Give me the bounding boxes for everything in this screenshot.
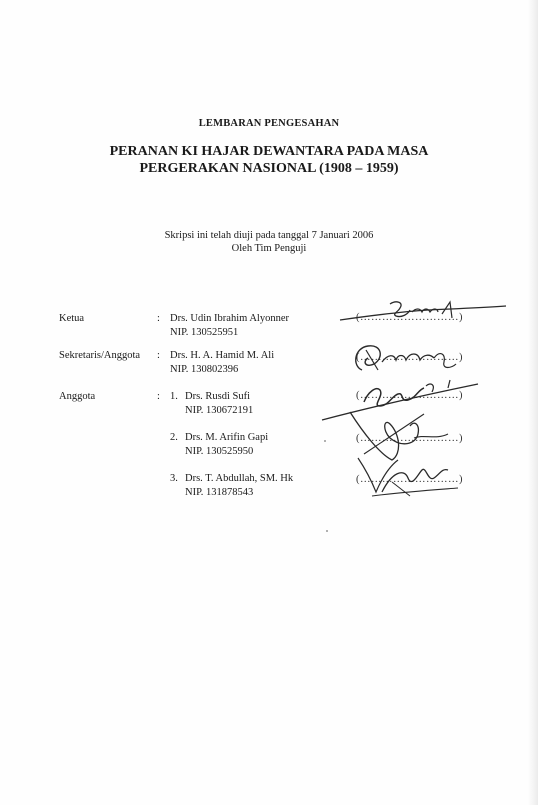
sekretaris-name: Drs. H. A. Hamid M. Ali bbox=[170, 350, 275, 361]
thesis-title-line-1: PERANAN KI HAJAR DEWANTARA PADA MASA bbox=[109, 144, 429, 159]
exam-statement bbox=[0, 229, 538, 255]
thesis-title bbox=[0, 143, 538, 177]
ketua-signature-line: (………………………) bbox=[356, 312, 463, 323]
scan-speck bbox=[324, 440, 326, 442]
role-anggota: Anggota bbox=[59, 391, 96, 402]
member-2-number: 2. bbox=[170, 432, 178, 443]
member-2-signature-line: (………………………) bbox=[356, 433, 463, 444]
member-2-name: Drs. M. Arifin Gapi bbox=[185, 432, 269, 443]
member-3-name: Drs. T. Abdullah, SM. Hk bbox=[185, 473, 294, 484]
member-2-nip: NIP. 130525950 bbox=[185, 446, 254, 457]
scan-speck bbox=[326, 530, 328, 532]
member-3-number: 3. bbox=[170, 473, 178, 484]
sekretaris-signature bbox=[348, 340, 460, 376]
exam-date-line: Skripsi ini telah diuji pada tanggal 7 Januari 2006 bbox=[164, 230, 374, 241]
member-1-nip: NIP. 130672191 bbox=[185, 405, 254, 416]
sekretaris-signature-line: (………………………) bbox=[356, 352, 463, 363]
member-1-number: 1. bbox=[170, 391, 178, 402]
member-1-name: Drs. Rusdi Sufi bbox=[185, 391, 251, 402]
ketua-nip: NIP. 130525951 bbox=[170, 327, 239, 338]
document-heading: LEMBARAN PENGESAHAN bbox=[198, 118, 340, 129]
examiner-team-line: Oleh Tim Penguji bbox=[231, 243, 307, 254]
colon-anggota: : bbox=[157, 391, 160, 402]
thesis-title-line-2: PERGERAKAN NASIONAL (1908 – 1959) bbox=[139, 161, 399, 176]
member-1-signature-line: (………………………) bbox=[356, 390, 463, 401]
colon-ketua: : bbox=[157, 313, 160, 324]
ketua-signature bbox=[338, 296, 508, 332]
member-3-signature-line: (………………………) bbox=[356, 474, 463, 485]
colon-sekretaris: : bbox=[157, 350, 160, 361]
role-ketua: Ketua bbox=[59, 313, 85, 324]
member-3-signature bbox=[352, 452, 462, 498]
member-3-nip: NIP. 131878543 bbox=[185, 487, 254, 498]
role-sekretaris: Sekretaris/Anggota bbox=[59, 350, 141, 361]
sekretaris-nip: NIP. 130802396 bbox=[170, 364, 239, 375]
ketua-name: Drs. Udin Ibrahim Alyonner bbox=[170, 313, 289, 324]
